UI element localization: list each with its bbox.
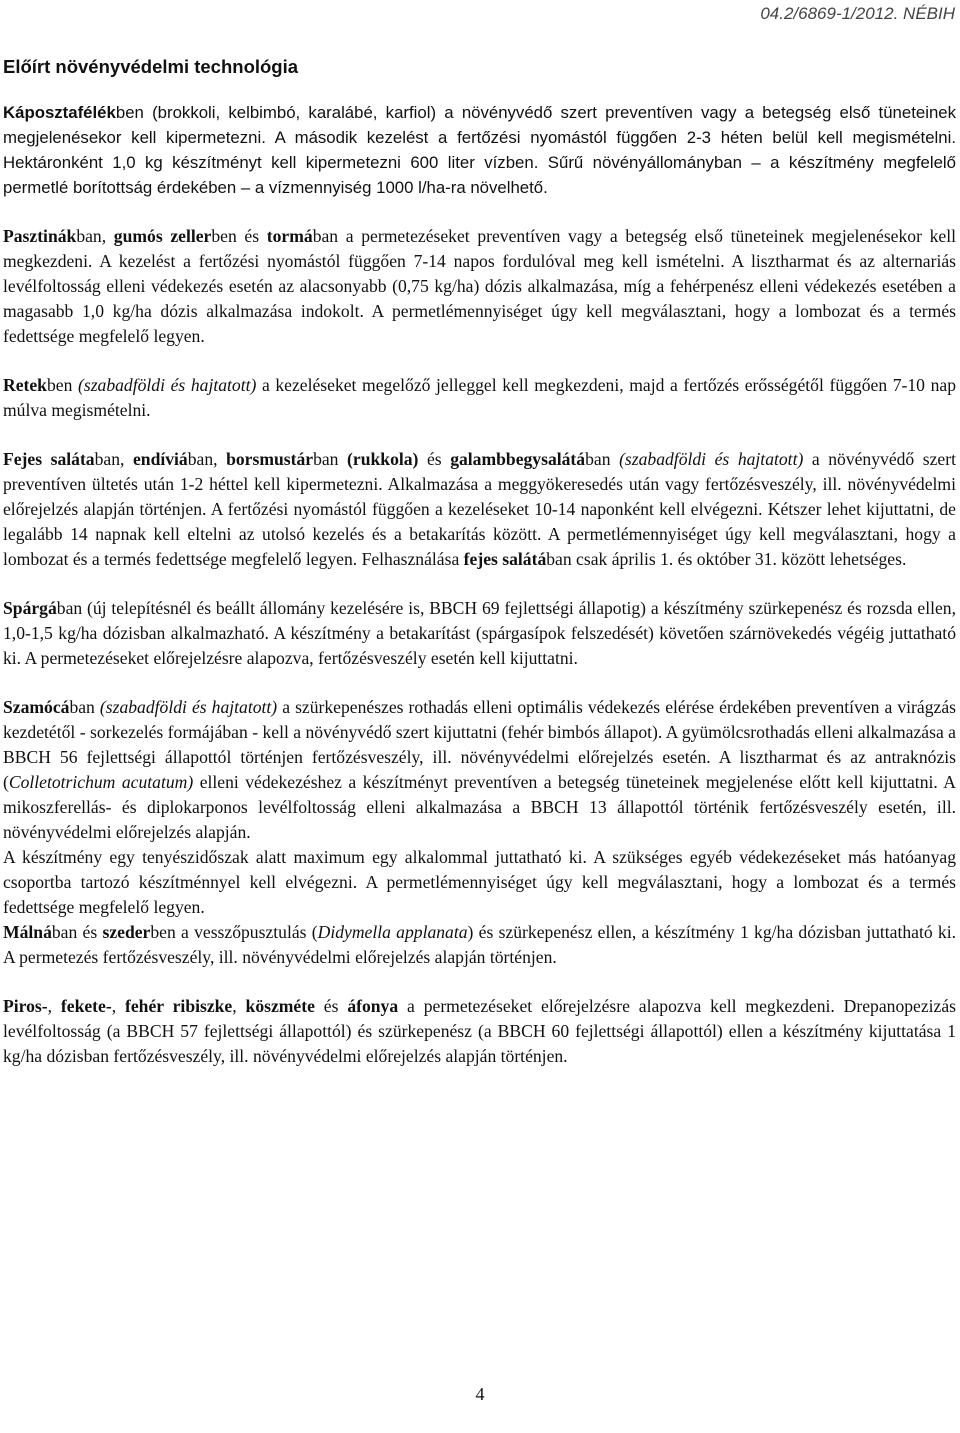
section-title: Előírt növényvédelmi technológia (3, 56, 299, 77)
bold-text: Fejes saláta (3, 449, 95, 469)
paragraph-8 (3, 920, 956, 970)
text-run: ben (brokkoli, kelbimbó, karalábé, karfiol) a növényvédő szert preventíven vagy a betegség első tüneteinek megjelenésekor kell kipermetezni. A második kezelést a fertőzési nyomástól függően 2-3 héten belül kell megismételni. Hektáronként 1,0 kg készítményt kell kipermetezni 600 liter vízben. Sűrű növényállományban – a készítmény megfelelő permetlé borítottság érdekében – a vízmennyiség 1000 l/ha-ra növelhető. (3, 103, 956, 197)
text-run: a kezeléseket megelőző jelleggel kell megkezdeni, majd a fertőzés erősségétől függően 7-10 nap múlva megismételni. (3, 375, 956, 420)
italic-text: (szabadföldi és hajtatott) (77, 375, 257, 395)
text-run: ban, (94, 449, 133, 469)
text-run: ben és (211, 226, 267, 246)
paragraph-5 (3, 596, 956, 671)
text-run: ban (313, 449, 348, 469)
paragraph-6 (3, 695, 956, 845)
paragraph-spacer (3, 423, 956, 447)
bold-text: fejes salátá (463, 549, 547, 569)
text-run: ban (új telepítésnél és beállt állomány kezelésére is, BBCH 69 fejlettségi állapotig) a készítmény szürkepenész és rozsda ellen, 1,0-1,5 kg/ha dózisban alkalmazható. A készítmény a betakarítást (spárgasípok felszedését) követően szárnövekedés végéig juttatható ki. A permetezéseket előrejelzésre alapozva, fertőzésveszély esetén kell kijuttatni. (3, 598, 956, 668)
bold-text: gumós zeller (113, 226, 212, 246)
bold-text: áfonya (347, 996, 399, 1016)
bold-text: köszméte (245, 996, 315, 1016)
bold-text: Piros- (3, 996, 48, 1016)
text-run: és (418, 449, 451, 469)
text-run: ben (46, 375, 78, 395)
bold-text: Málná (3, 922, 52, 942)
text-run: , (47, 996, 61, 1016)
paragraph-spacer (3, 671, 956, 695)
bold-text: tormá (266, 226, 313, 246)
text-run: elleni védekezéshez a készítményt preventíven a betegség tüneteinek megjelenése előtt kell kijuttatni. A mikoszferellás- és diplokarponos levélfoltosság elleni alkalmazása a BBCH 13 állapottól történik fertőzésveszély esetén, ill. növényvédelmi előrejelzés alapján. (3, 772, 956, 842)
bold-text: endíviá (132, 449, 188, 469)
bold-text: szeder (102, 922, 151, 942)
paragraph-spacer (3, 349, 956, 373)
text-run: ben a vesszőpusztulás ( (150, 922, 318, 942)
text-run: a növényvédő szert preventíven ültetés után 1-2 héttel kell kipermetezni. Alkalmazása a meggyökeresedés után vagy fertőzésveszély, ill. növényvédelmi előrejelzés alapján történjen. A fertőzési nyomástól függően a kezeléseket 10-14 naponként kell elvégezni. Kétszer lehet kijuttatni, de legalább 14 napnak kell eltelni az utolsó kezelés és a betakarítás között. A permetlémennyiséget úgy kell megválasztani, hogy a lombozat és a termés fedettsége megfelelő legyen. Felhasználása (3, 449, 956, 569)
bold-text: Szamócá (3, 697, 70, 717)
bold-text: Spárgá (3, 598, 57, 618)
paragraph-spacer (3, 572, 956, 596)
italic-text: Didymella applanata (317, 922, 468, 942)
text-run: ban és (51, 922, 103, 942)
paragraph-9 (3, 994, 956, 1069)
text-run: és (314, 996, 348, 1016)
bold-text: (rukkola) (347, 449, 419, 469)
paragraph-7 (3, 845, 956, 920)
document-body (3, 100, 956, 1069)
document-reference-number: 04.2/6869-1/2012. NÉBIH (760, 4, 955, 23)
bold-text: borsmustár (226, 449, 314, 469)
bold-text: galambbegysalátá (450, 449, 586, 469)
text-run: ban, (76, 226, 114, 246)
italic-text: (szabadföldi és hajtatott) (99, 697, 278, 717)
paragraph-4 (3, 447, 956, 572)
bold-text: Káposztafélék (3, 103, 116, 122)
italic-text: (szabadföldi és hajtatott) (619, 449, 804, 469)
text-run: , (111, 996, 125, 1016)
bold-text: Pasztinák (3, 226, 77, 246)
text-run: A készítmény egy tenyészidőszak alatt maximum egy alkalommal juttatható ki. A szükséges egyéb védekezéseket más hatóanyag csoportba tartozó készítménnyel kell elvégezni. A permetlémennyiséget úgy kell megválasztani, hogy a lombozat és a termés fedettsége megfelelő legyen. (3, 847, 956, 917)
paragraph-spacer (3, 200, 956, 224)
bold-text: fehér ribiszke (125, 996, 233, 1016)
text-run: ban csak április 1. és október 31. között lehetséges. (546, 549, 907, 569)
bold-text: fekete- (60, 996, 112, 1016)
text-run: ban (69, 697, 100, 717)
text-run: ban, (187, 449, 227, 469)
paragraph-1 (3, 100, 956, 200)
italic-text: Colletotrichum acutatum) (8, 772, 194, 792)
text-run: ) és szürkepenész ellen, a készítmény 1 kg/ha dózisban juttatható ki. A permetezés fertőzésveszély, ill. növényvédelmi előrejelzés alapján történjen. (3, 922, 957, 967)
text-run: ban a permetezéseket preventíven vagy a betegség első tüneteinek megjelenésekor kell megkezdeni. A kezelést a fertőzési nyomástól függően 7-14 napos fordulóval meg kell ismételni. A lisztharmat és az alternariás levélfoltosság elleni védekezés esetén az alacsonyabb (0,75 kg/ha) dózis alkalmazása, míg a fehérpenész elleni védekezés esetében a magasabb 1,0 kg/ha dózis alkalmazása indokolt. A permetlémennyiséget úgy kell megválasztani, hogy a lombozat és a termés fedettsége megfelelő legyen. (3, 226, 956, 346)
text-run: , (232, 996, 246, 1016)
text-run: a permetezéseket előrejelzésre alapozva kell megkezdeni. Drepanopezizás levélfoltosság (a BBCH 57 fejlettségi állapottól) és szürkepenész (a BBCH 60 fejlettségi állapottól) ellen a készítmény kijuttatása 1 kg/ha dózisban fertőzésveszély, ill. növényvédelmi előrejelzés alapján történjen. (3, 996, 957, 1066)
text-run: ban (585, 449, 620, 469)
text-run: a szürkepenészes rothadás elleni optimális védekezés elérése érdekében preventíven a virágzás kezdetétől - sorkezelés formájában - kell a növényvédő szert kijuttatni (fehér bimbós állapot). A gyümölcsrothadás elleni alkalmazása a BBCH 56 fejlettségi állapottól történjen fertőzésveszély, ill. növényvédelmi előrejelzés esetén. A lisztharmat és az antraknózis ( (3, 697, 956, 792)
paragraph-3 (3, 373, 956, 423)
paragraph-2 (3, 224, 956, 349)
bold-text: Retek (3, 375, 47, 395)
page-number: 4 (475, 1384, 485, 1404)
paragraph-spacer (3, 970, 956, 994)
